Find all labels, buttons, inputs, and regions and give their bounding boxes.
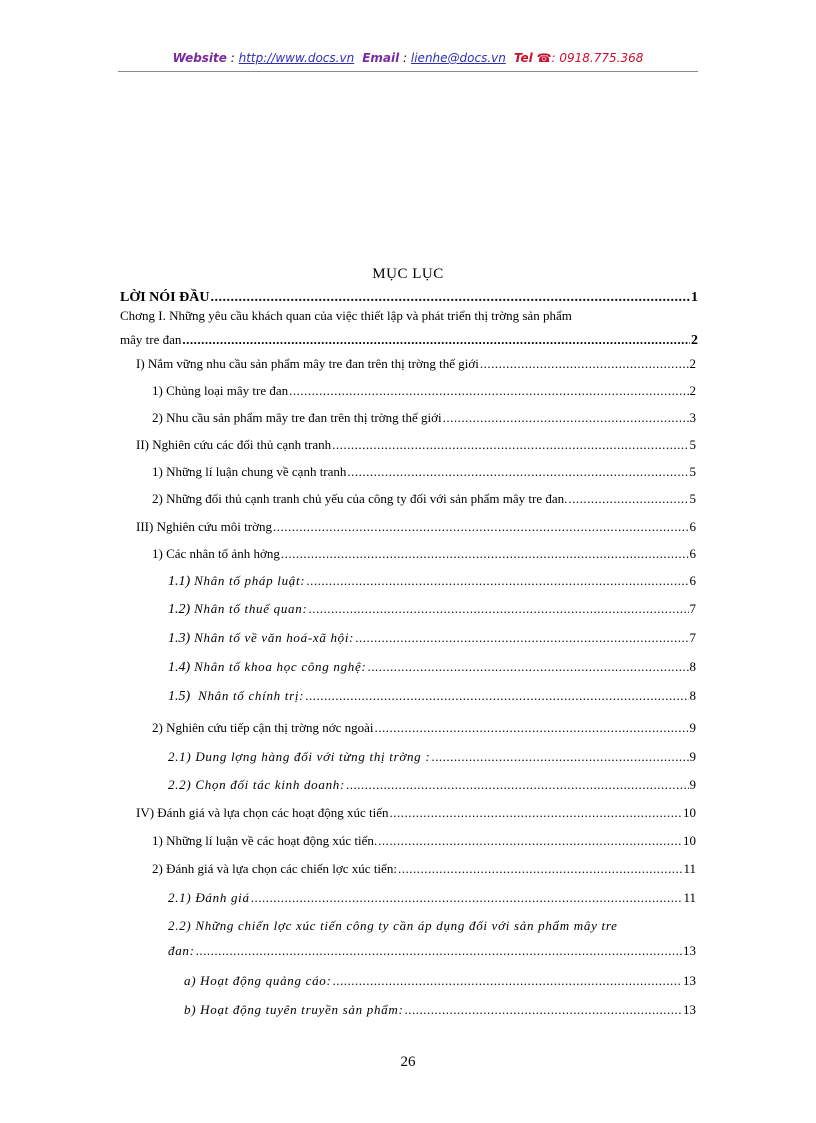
toc-entry[interactable]: [168, 688, 696, 708]
toc-page-number: 5: [689, 464, 696, 479]
toc-page-number: 8: [689, 659, 696, 674]
telephone-icon: ☎: [536, 51, 552, 65]
toc-page-number: 8: [689, 688, 696, 703]
toc-page-number: 9: [689, 749, 696, 764]
toc-leader: [480, 356, 689, 372]
toc-page-number: 6: [689, 519, 696, 534]
toc-entry[interactable]: [168, 630, 696, 650]
toc-leader: [355, 630, 688, 646]
toc-entry[interactable]: [184, 1002, 696, 1022]
toc-entry[interactable]: [168, 659, 696, 679]
toc-entry-number: 1.1): [168, 574, 191, 589]
toc-entry-text: LỜI NÓI ĐẦU: [120, 290, 210, 305]
toc-entry-text: 1) Các nhân tố ảnh hởng: [152, 546, 280, 561]
toc-entry-text: Nhân tố pháp luật:: [194, 573, 306, 588]
toc-entry[interactable]: [120, 290, 698, 310]
toc-entry[interactable]: [152, 491, 696, 511]
toc-entry-text: Nhân tố chính trị:: [198, 688, 305, 703]
toc-page-number: 7: [689, 601, 696, 616]
toc-entry-number: 1.2): [168, 602, 191, 617]
toc-page-number: 2: [689, 356, 696, 371]
email-separator: :: [399, 51, 411, 65]
toc-leader: [289, 383, 688, 399]
tel-label: Tel: [513, 51, 533, 65]
toc-page-number: 2: [689, 383, 696, 398]
toc-leader: [182, 332, 690, 348]
toc-entry-text: III) Nghiên cứu môi trờng: [136, 519, 272, 534]
toc-leader: [568, 491, 688, 507]
toc-page-number: 10: [683, 805, 696, 820]
toc-leader: [281, 546, 689, 562]
toc-entry-text: I) Nắm vững nhu cầu sản phẩm mây tre đan trên thị trờng thế giới: [136, 356, 479, 371]
toc-page-number: 9: [689, 720, 696, 735]
toc-leader: [390, 805, 682, 821]
toc-leader: [251, 890, 683, 906]
toc-page-number: 13: [683, 943, 696, 958]
toc-leader: [443, 410, 689, 426]
toc-leader: [404, 1002, 682, 1018]
toc-entry[interactable]: [168, 749, 696, 769]
website-separator: :: [226, 51, 239, 65]
toc-entry[interactable]: [152, 410, 696, 430]
toc-leader: [306, 573, 688, 589]
toc-title: MỤC LỤC: [372, 266, 444, 282]
toc-page-number: 2: [691, 333, 698, 348]
toc-entry[interactable]: [152, 546, 696, 566]
toc-leader: [347, 464, 688, 480]
toc-leader: [196, 943, 682, 959]
toc-entry-text: đan:: [168, 943, 195, 958]
toc-page-number: 7: [689, 630, 696, 645]
toc-leader: [308, 601, 688, 617]
page-number: 26: [400, 1054, 416, 1070]
toc-leader: [210, 290, 690, 306]
toc-leader: [431, 749, 688, 765]
toc-page-number: 11: [683, 890, 696, 905]
toc-leader: [305, 688, 688, 704]
toc-entry-first-line[interactable]: Chơng I. Những yêu cầu khách quan của việc thiết lập và phát triển thị trờng sản phẩm: [120, 308, 572, 323]
page-header: [118, 51, 698, 65]
toc-leader: [375, 720, 689, 736]
toc-leader: [273, 519, 689, 535]
toc-entry[interactable]: [152, 464, 696, 484]
toc-entry[interactable]: [152, 720, 696, 740]
toc-entry[interactable]: [152, 383, 696, 403]
toc-entry-text: b) Hoạt động tuyên truyền sản phẩm:: [184, 1002, 404, 1017]
toc-entry-text: 1) Chủng loại mây tre đan: [152, 383, 289, 398]
toc-leader: [398, 861, 683, 877]
header-divider: [118, 71, 698, 72]
toc-entry[interactable]: [168, 601, 696, 621]
toc-page-number: 1: [691, 290, 698, 305]
toc-page-number: 10: [683, 833, 696, 848]
toc-page-number: 6: [689, 546, 696, 561]
toc-entry[interactable]: [152, 833, 696, 853]
toc-entry[interactable]: [168, 890, 696, 910]
toc-page-number: 3: [689, 410, 696, 425]
toc-entry-text: 1) Những lí luận chung về cạnh tranh: [152, 464, 347, 479]
toc-entry-text: mây tre đan: [120, 332, 182, 347]
toc-entry-text: 2.1) Dung lợng hàng đối với từng thị trờng :: [168, 749, 431, 764]
toc-entry-text: 2) Đánh giá và lựa chọn các chiến lợc xúc tiến:: [152, 861, 397, 876]
toc-entry-text: 2.1) Đánh giá: [168, 890, 250, 905]
toc-entry[interactable]: [168, 573, 696, 593]
toc-entry-text: 2) Nghiên cứu tiếp cận thị trờng nớc ngoài: [152, 720, 374, 735]
toc-leader: [333, 973, 682, 989]
toc-entry[interactable]: [184, 973, 696, 993]
toc-entry[interactable]: [136, 437, 696, 457]
toc-entry-text: 2) Nhu cầu sản phẩm mây tre đan trên thị trờng thế giới: [152, 410, 442, 425]
toc-page-number: 5: [689, 437, 696, 452]
email-label: Email: [362, 51, 400, 65]
toc-leader: [346, 777, 688, 793]
toc-entry-text: Nhân tố về văn hoá-xã hội:: [194, 630, 355, 645]
website-label: Website: [172, 51, 227, 65]
toc-entry-text: IV) Đánh giá và lựa chọn các hoạt động xúc tiến: [136, 805, 389, 820]
toc-entry-text: Nhân tố thuế quan:: [194, 601, 308, 616]
toc-leader: [378, 833, 682, 849]
toc-entry-text: Nhân tố khoa học công nghệ:: [194, 659, 367, 674]
toc-entry-text: II) Nghiên cứu các đối thủ cạnh tranh: [136, 437, 332, 452]
website-link[interactable]: http://www.docs.vn: [238, 51, 355, 65]
toc-entry[interactable]: [168, 777, 696, 797]
toc-leader: [332, 437, 688, 453]
toc-entry-first-line[interactable]: 2.2) Những chiến lợc xúc tiến công ty cần áp dụng đối với sản phẩm mây tre: [168, 918, 618, 933]
toc-page-number: 9: [689, 777, 696, 792]
toc-page-number: 5: [689, 491, 696, 506]
toc-entry-text: 1) Những lí luận về các hoạt động xúc tiến.: [152, 833, 378, 848]
email-link[interactable]: lienhe@docs.vn: [410, 51, 506, 65]
toc-entry-number: 1.3): [168, 631, 191, 646]
toc-entry[interactable]: [152, 861, 696, 881]
toc-entry[interactable]: [136, 519, 696, 539]
toc-entry[interactable]: [168, 943, 696, 963]
toc-entry-number: 1.4): [168, 660, 191, 675]
toc-entry[interactable]: [136, 805, 696, 825]
toc-entry[interactable]: [120, 332, 698, 352]
toc-leader: [367, 659, 688, 675]
toc-entry-text: a) Hoạt động quảng cáo:: [184, 973, 332, 988]
toc-page-number: 6: [689, 573, 696, 588]
toc-page-number: 11: [683, 861, 696, 876]
toc-entry-text: 2) Những đối thủ cạnh tranh chủ yếu của công ty đối với sản phẩm mây tre đan.: [152, 491, 568, 506]
phone-number: : 0918.775.368: [551, 51, 644, 65]
toc-entry[interactable]: [136, 356, 696, 376]
toc-page-number: 13: [683, 1002, 696, 1017]
toc-entry-text: 2.2) Chọn đối tác kinh doanh:: [168, 777, 346, 792]
toc-entry-number: 1.5): [168, 689, 191, 704]
toc-page-number: 13: [683, 973, 696, 988]
